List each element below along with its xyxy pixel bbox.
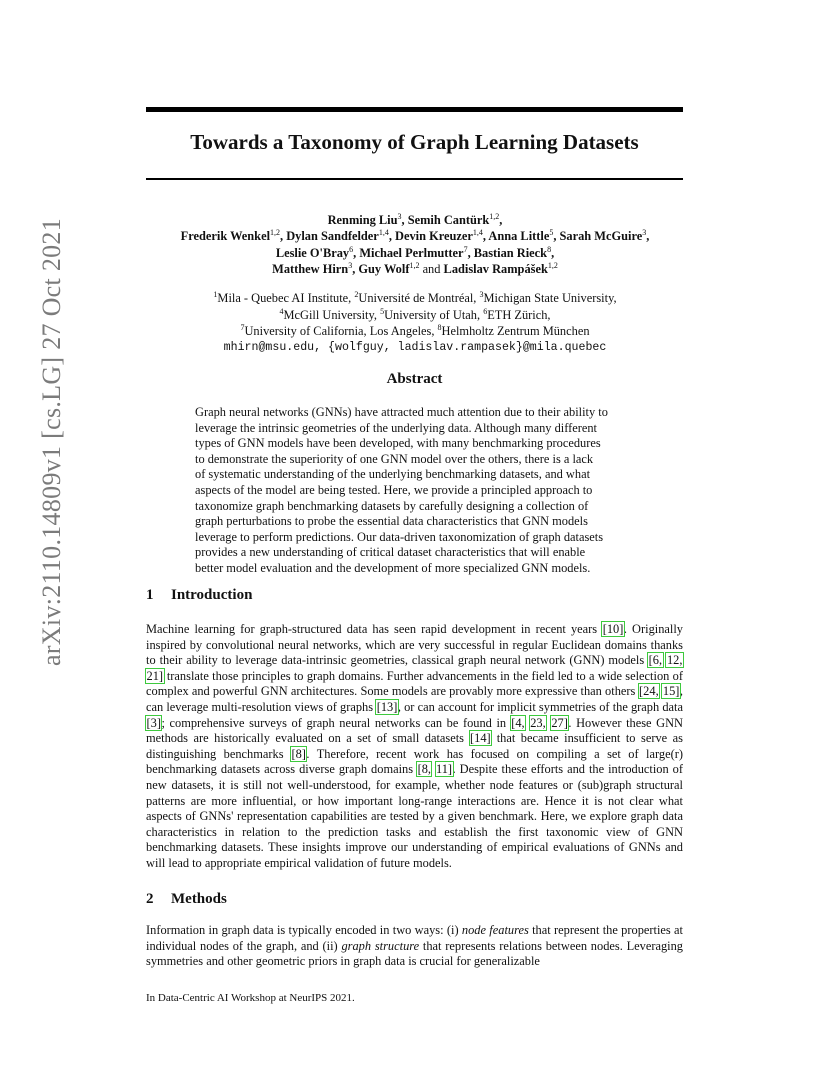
abstract-line: Graph neural networks (GNNs) have attracted much attention due to their ability to [195, 405, 608, 419]
introduction-paragraph: Machine learning for graph-structured data has seen rapid development in recent years [10]. Originally inspired by convolutional neural networks, which are very successful in regular Euclidean domains thanks to their ability to leverage data-intrinsic geometries, classical graph neural network (GNN) models [6, 12, 21] translate those principles to graph domains. Further advancements in the field led to a wide selection of complex and powerful GNN architectures. Some models are provably more expressive than others [24, 15], can leverage multi-resolution views of graphs [13], or can account for implicit symmetries of the graph data [3]; comprehensive surveys of graph neural networks can be found in [4, 23, 27]. However these GNN methods are historically evaluated on a set of small datasets [14] that became insufficient to serve as distinguishing benchmarks [8]. Therefore, recent work has focused on compiling a set of large(r) benchmarking datasets across diverse graph domains [8, 11]. Despite these efforts and the introduction of new datasets, it is still not well-understood, for example, whether node features or (sub)graph structural patterns are more influential, or how important long-range interactions are. Hence it is not clear what aspects of GNNs' representation capabilities are tested by a given benchmark. Here, we explore graph data characteristics in relation to the prediction tasks and establish the first taxonomic view of GNN benchmarking datasets. These insights improve our understanding of empirical evaluations of GNNs and will lead to appropriate empirical validation of future models. [146, 622, 684, 870]
email-line[interactable]: mhirn@msu.edu, {wolfguy, ladislav.rampasek}@mila.quebec [223, 340, 607, 354]
abstract-line: aspects of the model are being tested. Here, we provide a principled approach to [195, 482, 593, 497]
section-number: 1 [146, 587, 154, 603]
author-line: Leslie O'Bray$^6$, Michael Perlmutter$^7$, Bastian Rieck$^8$, [275, 244, 555, 260]
title-top-rule [146, 107, 683, 112]
author-line: Matthew Hirn$^3$, Guy Wolf$^{1,2}$ and Ladislav Rampášek$^{1,2}$ [272, 261, 558, 277]
methods-paragraph: Information in graph data is typically encoded in two ways: (i) node features that represent the properties at individual nodes of the graph, and (ii) graph structure that represents relations between nodes. Leveraging symmetries and other geometric priors in graph data is crucial for generalizable [146, 923, 684, 969]
abstract-line: leverage the intrinsic geometries of the underlying data. Although many different [195, 420, 597, 435]
venue-footnote: In Data-Centric AI Workshop at NeurIPS 2021. [146, 992, 355, 1004]
section-title: Methods [171, 891, 227, 907]
paper-title: Towards a Taxonomy of Graph Learning Datasets [190, 130, 639, 154]
affiliation-block [120, 290, 710, 356]
abstract-line: graph perturbations to probe the essential data characteristics that GNN models [195, 514, 588, 529]
abstract-line: leverage to perform predictions. Our data-driven taxonomization of graph datasets [195, 529, 604, 544]
section-title: Introduction [171, 587, 253, 603]
author-line: Renming Liu$^3$, Semih Cantürk$^{1,2}$, [327, 212, 503, 227]
title-bottom-rule [146, 178, 683, 180]
affiliation-line: $^1$Mila - Quebec AI Institute, $^2$Université de Montréal, $^3$Michigan State University, [213, 290, 617, 305]
author-block [120, 212, 710, 278]
section-heading-methods [146, 891, 227, 908]
abstract-line: types of GNN models have been developed, with many benchmarking procedures [195, 436, 601, 451]
author-line: Frederik Wenkel$^{1,2}$, Dylan Sandfelder$^{1,4}$, Devin Kreuzer$^{1,4}$, Anna Little$^5$, Sarah McGuire$^3$, [180, 228, 650, 244]
affiliation-line: $^7$University of California, Los Angeles, $^8$Helmholtz Zentrum München [240, 323, 590, 339]
abstract-line: better model evaluation and the development of more specialized GNN models. [195, 560, 591, 575]
abstract-line: to demonstrate the superiority of one GNN model over the others, there is a lack [195, 451, 594, 466]
arxiv-sidebar-stamp: arXiv:2110.14809v1 [cs.LG] 27 Oct 2021 [37, 217, 66, 666]
abstract-line: taxonomize graph benchmarking datasets by carefully designing a collection of [195, 498, 589, 513]
section-number: 2 [146, 891, 154, 907]
abstract-line: provides a new understanding of critical dataset characteristics that will enable [195, 545, 586, 560]
abstract-line: of systematic understanding of the underlying benchmarking datasets, and what [195, 467, 591, 482]
abstract-body [195, 405, 635, 577]
affiliation-line: $^4$McGill University, $^5$University of Utah, $^6$ETH Zürich, [279, 306, 551, 322]
abstract-heading: Abstract [386, 371, 443, 387]
section-heading-introduction [146, 587, 252, 604]
